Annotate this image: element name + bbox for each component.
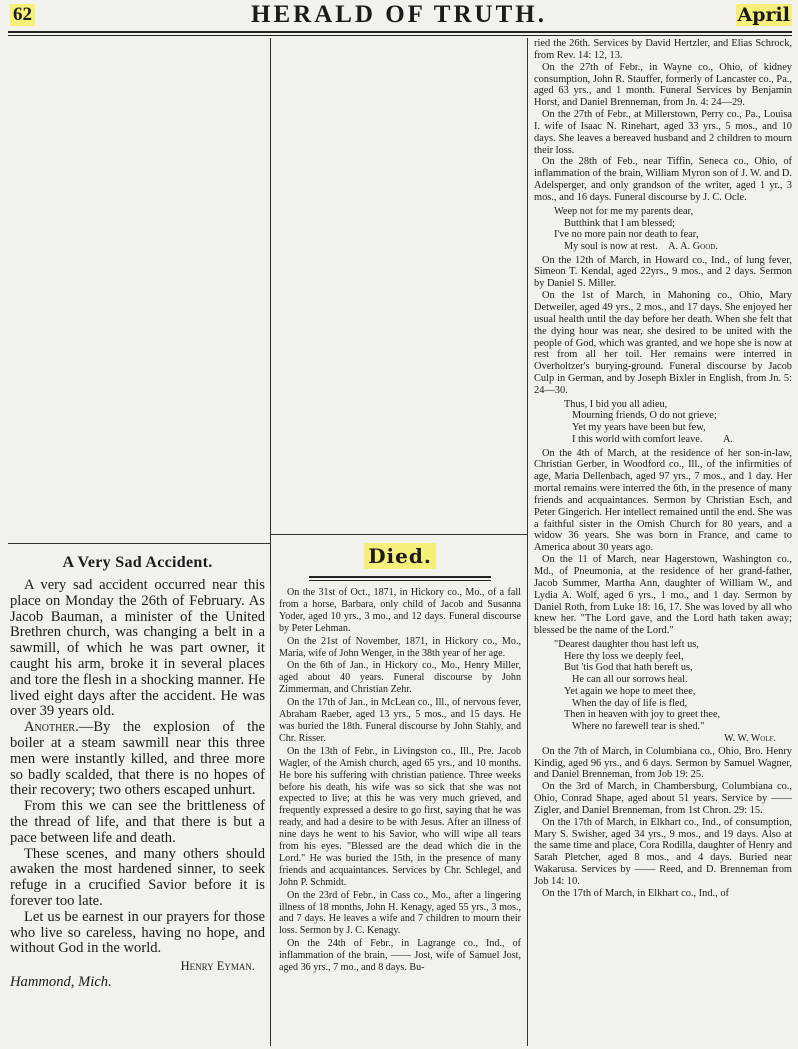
obituary-entry: On the 4th of March, at the residence of her son-in-law, Christian Gerber, in Woodford co., Ill., of the infirmities of age, Maria Dellenbach, aged 97 yrs., 7 mos., and 1 day. Her mortal remains were interred the 6th, in the presence of many friends and acquaintances. Sermon by Christian Esch, and Peter Gingerich. Her intellect remained until the end. She was a faithful sister in the Omish Church for 80 years, and a widow 36 years. She was born in France, and came to America about 30 years ago. [534, 447, 792, 554]
obituary-entry: On the 23rd of Febr., in Cass co., Mo., after a lingering illness of 18 months, John H. Kenagy, aged 55 yrs., 3 mos., and 7 days. He leaves a wife and 7 children to mourn their loss. Sermon by J. C. Kenagy. [279, 889, 521, 937]
article-paragraph: These scenes, and many others should awaken the most hardened sinner, to seek refuge in a crucified Savior before it is forever too late. [10, 845, 265, 909]
article-paragraph: From this we can see the brittleness of the thread of life, and that there is but a pace between life and death. [10, 798, 265, 846]
poem-line: Yet my years have been but few, [572, 422, 706, 434]
obituary-entry: On the 27th of Febr., in Wayne co., Ohio, of kidney consumption, John R. Stauffer, formerly of Lancaster co., Pa., aged 63 yrs., and 1 month. Funeral Services by Benjamin Horst, and Daniel Brenneman, from Jn. 4: 24—29. [534, 61, 792, 109]
obituary-entry: On the 28th of Feb., near Tiffin, Seneca co., Ohio, of inflammation of the brain, William Myron son of J. W. and D. Adelsperger, and only grandson of the writer, aged 1 yr., 3 mos., and 16 days. Funeral discourse by J. C. Ocle. [534, 156, 792, 203]
article-paragraph: A very sad accident occurred near this place on Monday the 26th of February. As Jacob Bauman, a minister of the United Brethren church, was changing a belt in a sawmill, of which he was part owner, it caught his arm, broke it in several places and tore the flesh in a shocking manner. He lived eight days after the accident. He was over 39 years old. [10, 577, 265, 720]
obituary-entry: On the 17th of Jan., in McLean co., Ill., of nervous fever, Abraham Raeber, aged 13 yrs., 5 mos., and 15 days. He was buried the 18th. Funeral discourse by John Stahly, and Chr. Risser. [279, 697, 521, 744]
poem-line [534, 434, 792, 446]
poem-signature: A. A. Good. [668, 240, 718, 252]
poem-line: Butthink that I am blessed; [564, 217, 675, 229]
paragraph-lead: Another. [24, 719, 79, 736]
poem-line: Here thy loss we deeply feel, [564, 650, 684, 662]
obituary-entry: On the 6th of Jan., in Hickory co., Mo., Henry Miller, aged about 40 years. Funeral discourse by John Zimmerman, and Christian Zehr. [279, 660, 521, 696]
author-signature: Henry Eyman. [180, 959, 255, 974]
poem-line: Thus, I bid you all adieu, [564, 398, 668, 410]
obituary-entry: On the 13th of Febr., in Livingston co., Ill., Pre. Jacob Wagler, of the Amish church, aged 65 yrs., and 10 months. He bore his suffering with christian patience. Three weeks before his death, his wife was so sick that she was not expected to live; at this he was very much grieved, and frequently expressed a desire to go first, saying that he was ready, and had a desire to be with Jesus. After an illness of nine days he went to his Savior, who will wipe all tears from his eyes. "Blessed are the dead which die in the Lord." He was buried the 15th, in the presence of many friends and acquaintances. Services by Chr. Schlegel, and John P. Schmidt. [279, 745, 521, 888]
poem-line: I've no more pain nor death to fear, [554, 229, 699, 241]
poem-line: But 'tis God that hath bereft us, [564, 662, 693, 674]
poem-line: He can all our sorrows heal. [572, 674, 688, 686]
poem-line: When the day of life is fled, [572, 697, 688, 709]
obituary-entry: ried the 26th. Services by David Hertzler, and Elias Schrock, from Rev. 14: 12, 13. [534, 38, 792, 61]
obituary-entry: On the 17th of March, in Elkhart co., Ind., of [542, 887, 729, 899]
poem-signature: W. W. Wolf. [724, 732, 776, 744]
header-rule [8, 31, 792, 33]
obituary-entry: On the 21st of November, 1871, in Hickory co., Mo., Maria, wife of John Wenger, in the 38th year of her age. [279, 635, 521, 659]
paragraph-body: —By the explosion of the boiler at a steam sawmill near this three men were instantly killed, and three more so badly scalded, that there is no hopes of their recovery; two others escaped unhurt. [10, 719, 265, 799]
column-divider-right [527, 38, 528, 1046]
newspaper-title: HERALD OF TRUTH. [251, 1, 547, 28]
poem-signature: A. [723, 433, 734, 445]
died-heading-wrap [279, 544, 521, 568]
obituaries-column [279, 540, 521, 1046]
page-number: 62 [10, 4, 35, 26]
obituaries-continued [534, 38, 792, 1046]
poem-line: Then in heaven with joy to greet thee, [564, 709, 721, 721]
accident-article [10, 552, 265, 1047]
obituary-entry: On the 7th of March, in Columbiana co., Ohio, Bro. Henry Kindig, aged 96 yrs., and 6 days. Sermon by Samuel Wagner, and Daniel Brenneman, from Job 19: 25. [534, 745, 792, 781]
obituary-entry: On the 27th of Febr., at Millerstown, Perry co., Pa., Louisa I. wife of Isaac N. Rinehart, aged 33 yrs., 5 mos., and 10 days. She leaves a bereaved husband and 2 children to mourn their loss. [534, 109, 792, 156]
died-heading: Died. [364, 543, 436, 569]
obituary-entry: On the 31st of Oct., 1871, in Hickory co., Mo., of a fall from a horse, Barbara, only child of Jacob and Susanna Yoder, aged 10 yrs., 3 mo., and 12 days. Funeral discourse by Peter Lehman. [279, 587, 521, 634]
obituary-entry: On the 1st of March, in Mahoning co., Ohio, Mary Detweiler, aged 49 yrs., 2 mos., and 17 days. She enjoyed her usual health until the day before her death. When she felt that the dying hour was near, she desired to be united with the people of God, which was granted, and we hope she is now at rest from all her toil. Her remains were interred in Overholtzer's burying-ground. Funeral discourse by Jacob Culp in German, and by Joseph Bixler in English, from Jn. 5: 24—30. [534, 290, 792, 396]
issue-month: April [737, 4, 790, 26]
obituary-entry: On the 3rd of March, in Chambersburg, Columbiana co., Ohio, Conrad Shape, aged about 51 years. Service by —— Zigler, and Daniel Brenneman, from 1st Chron. 29: 15. [534, 781, 792, 816]
author-place: Hammond, Mich. [10, 974, 112, 991]
column-divider-left [270, 38, 271, 1046]
poem-line: "Dearest daughter thou hast left us, [554, 639, 699, 651]
poem-line: Weep not for me my parents dear, [554, 205, 694, 217]
poem-line-text: I this world with comfort leave. [572, 433, 703, 445]
section-rule-middle [271, 534, 527, 535]
poem [534, 639, 792, 744]
poem-line [534, 241, 792, 253]
poem [534, 206, 792, 253]
masthead [0, 0, 798, 34]
obituary-entry: On the 12th of March, in Howard co., Ind., of lung fever, Simeon T. Kendal, aged 22yrs., 9 mos., and 2 days. Sermon by Daniel S. Miller. [534, 254, 792, 290]
article-paragraph-another [10, 720, 265, 799]
obituary-entry: On the 17th of March, in Elkhart co., Ind., of consumption, Mary S. Swisher, aged 34 yrs., 9 mos., and 19 days. Also at the same time and place, Cora Rodilla, daughter of Henry and Sarah Pletcher, aged 8 mos., and 4 days. Buried near Wakarusa. Services by —— Reed, and D. Brenneman from Job 14: 10. [534, 816, 792, 887]
obituary-entry: On the 24th of Febr., in Lagrange co., Ind., of inflammation of the brain, —— Jost, wife of Samuel Jost, aged 36 yrs., 7 mo., and 8 days. Bu- [279, 938, 521, 974]
poem-line: Where no farewell tear is shed." [572, 720, 705, 732]
article-paragraph: Let us be earnest in our prayers for those who live so careless, having no hope, and without God in the world. [10, 908, 265, 957]
poem-line: Yet again we hope to meet thee, [564, 685, 696, 697]
article-heading: A Very Sad Accident. [62, 554, 213, 571]
obituary-entry: On the 11 of March, near Hagerstown, Washington co., Md., of Pneumonia, at the residence of her grand-father, Jacob Summer, Martha Ann, daughter of William W., and Lydia A. Wolf, aged 6 yrs., 1 mo., and 1 day. Sermon by Daniel Roth, from Luke 18: 16, 17. She was loved by all who knew her. "The Lord gave, and the Lord hath taken away; blessed be the name of the Lord." [534, 554, 792, 637]
poem-line-text: My soul is now at rest. [564, 240, 658, 252]
poem [534, 399, 792, 446]
section-rule-left [8, 543, 270, 544]
poem-line: Mourning friends, O do not grieve; [572, 410, 717, 422]
heading-rule [309, 576, 491, 581]
header-rule-thin [8, 35, 792, 36]
